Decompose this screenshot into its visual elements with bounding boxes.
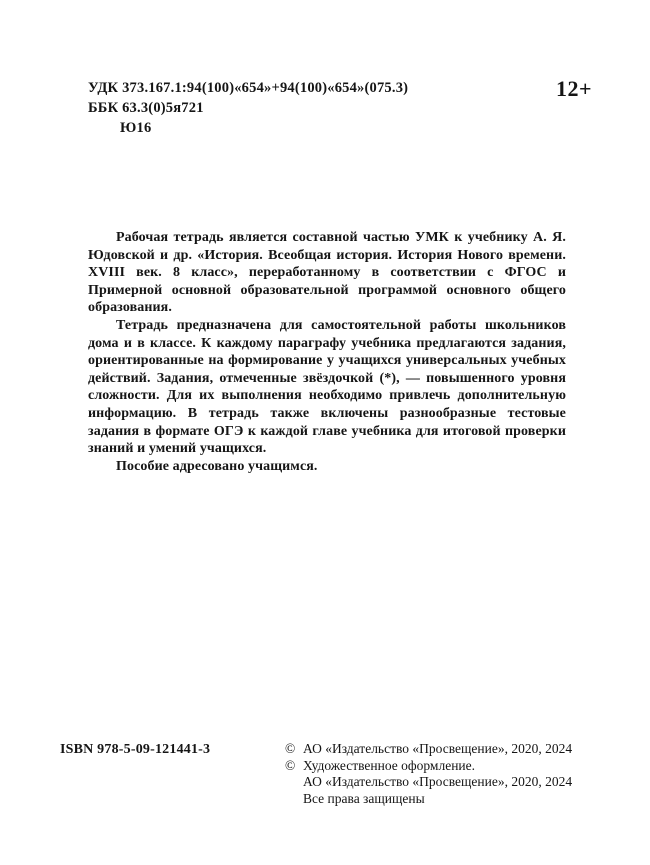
- copyright-mark: ©: [285, 757, 296, 773]
- copyright-text: Все права защищены: [303, 790, 425, 806]
- copyright-line: [285, 741, 572, 758]
- copyright-text: АО «Издательство «Просвещение», 2020, 2024: [303, 741, 573, 756]
- annotation-paragraph-3: Пособие адресовано учащимся.: [116, 458, 318, 474]
- annotation-paragraph-1: Рабочая тетрадь является составной частью УМК к учебнику А. Я. Юдовской и др. «История. Всеобщая история. История Нового времени. XVIII век. 8 класс», переработанному в соответствии с ФГОС и Примерной основной образовательной программой основного общего образования.: [88, 230, 566, 316]
- annotation-paragraph-2: Тетрадь предназначена для самостоятельной работы школьников дома и в классе. К каждому параграфу учебника предлагаются задания, ориентированные на формирование у учащихся универсальных учебных действий. Задания, отмеченные звёздочкой (*), — повышенного уровня сложности. Для их выполнения необходимо привлечь дополнительную информацию. В тетрадь также включены разнообразные тестовые задания в формате ОГЭ к каждой главе учебника для итоговой проверки знаний и умений учащихся.: [88, 317, 566, 457]
- annotation-block: [88, 229, 566, 475]
- copyright-line: [285, 791, 572, 808]
- imprint-footer: [60, 741, 594, 821]
- copyright-mark: [285, 774, 303, 791]
- udk-line: УДК 373.167.1:94(100)«654»+94(100)«654»(075.3): [88, 80, 409, 96]
- bibliographic-block: [88, 78, 592, 138]
- copyright-mark: [285, 791, 303, 808]
- copyright-block: [285, 741, 572, 807]
- codes-block: [88, 78, 592, 138]
- copyright-text: Художественное оформление.: [303, 757, 476, 773]
- copyright-line: [285, 758, 572, 775]
- copyright-text: АО «Издательство «Просвещение», 2020, 2024: [303, 774, 573, 789]
- copyright-line: [285, 774, 572, 791]
- isbn: ISBN 978-5-09-121441-3: [60, 742, 211, 757]
- age-rating-badge: 12+: [555, 76, 592, 101]
- author-sign: Ю16: [120, 120, 152, 136]
- bbk-line: ББК 63.3(0)5я721: [88, 100, 204, 116]
- copyright-mark: ©: [285, 741, 296, 756]
